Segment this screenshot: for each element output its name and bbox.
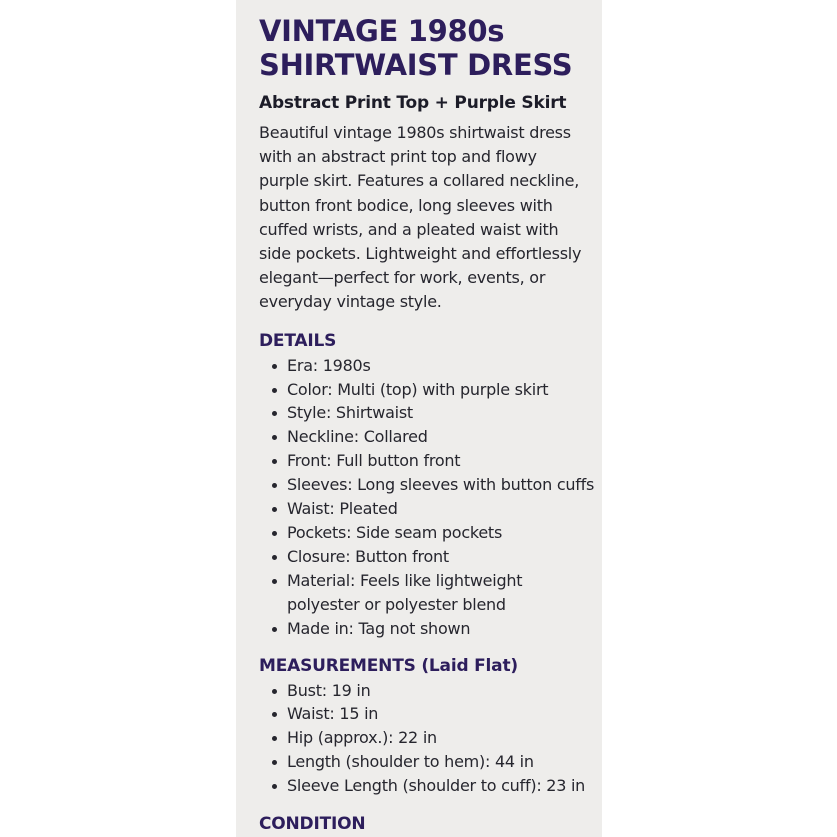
description: Beautiful vintage 1980s shirtwaist dress with an abstract print top and flowy purple skirt. Features a collared neckline, button front bodice, long sleeves with cuffed wrists, and a pleated waist with side pockets. Lightweight and effortlessly elegant—perfect for work, events, or everyday vintage style. xyxy=(259,123,582,312)
measurements-heading: MEASUREMENTS (Laid Flat) xyxy=(259,655,518,676)
subtitle: Abstract Print Top + Purple Skirt xyxy=(259,93,567,113)
details-list xyxy=(259,354,599,641)
details-heading: DETAILS xyxy=(259,330,337,351)
measurement-item: Length (shoulder to hem): 44 in xyxy=(259,750,599,774)
listing-panel xyxy=(236,0,602,837)
listing-content xyxy=(259,14,599,836)
measurements-list xyxy=(259,679,599,799)
details-item: Era: 1980s xyxy=(259,354,599,378)
details-item: Material: Feels like lightweight polyester or polyester blend xyxy=(259,569,599,617)
title-line-1: VINTAGE 1980s xyxy=(259,14,505,48)
page-title xyxy=(259,14,599,82)
details-item: Sleeves: Long sleeves with button cuffs xyxy=(259,473,599,497)
measurement-item: Bust: 19 in xyxy=(259,679,599,703)
measurement-item: Sleeve Length (shoulder to cuff): 23 in xyxy=(259,774,599,798)
details-item: Made in: Tag not shown xyxy=(259,617,599,641)
measurement-item: Waist: 15 in xyxy=(259,702,599,726)
details-item: Front: Full button front xyxy=(259,449,599,473)
condition-heading: CONDITION xyxy=(259,814,366,835)
details-item: Color: Multi (top) with purple skirt xyxy=(259,378,599,402)
details-item: Neckline: Collared xyxy=(259,425,599,449)
measurement-item: Hip (approx.): 22 in xyxy=(259,726,599,750)
details-item: Pockets: Side seam pockets xyxy=(259,521,599,545)
details-item: Waist: Pleated xyxy=(259,497,599,521)
title-line-2: SHIRTWAIST DRESS xyxy=(259,48,573,82)
details-item: Style: Shirtwaist xyxy=(259,401,599,425)
details-item: Closure: Button front xyxy=(259,545,599,569)
